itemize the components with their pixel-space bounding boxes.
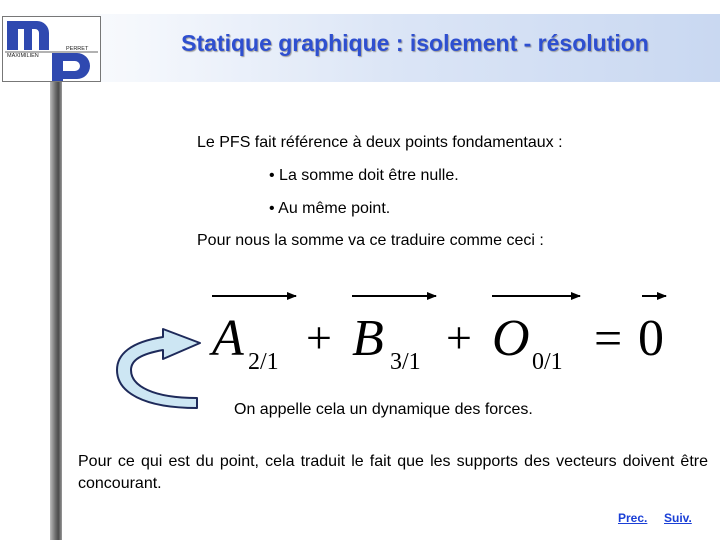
page-title: Statique graphique : isolement - résolution [181, 30, 649, 56]
lead-text: Pour nous la somme va ce traduire comme ceci : [197, 232, 544, 249]
intro-text: Le PFS fait référence à deux points fondamentaux : [197, 134, 563, 151]
term-o-letter: O [492, 310, 530, 367]
term-b-letter: B [352, 310, 384, 367]
bullet-item-2: • Au même point. [269, 200, 391, 217]
next-link[interactable]: Suiv. [664, 511, 692, 525]
plus-sign-1: + [306, 312, 332, 363]
logo [2, 16, 101, 82]
term-b-subscript: 3/1 [390, 349, 421, 375]
logo-name-left: MAXIMILIEN [7, 53, 39, 59]
logo-name-right: PERRET [66, 46, 89, 52]
term-o-subscript: 0/1 [532, 349, 563, 375]
paragraph-text: Pour ce qui est du point, cela traduit le fait que les supports des vecteurs doivent être concourant. [78, 453, 708, 492]
caption-text: On appelle cela un dynamique des forces. [234, 401, 533, 418]
equals-sign: = [594, 310, 623, 366]
curved-arrow-icon [113, 328, 233, 412]
term-a-letter: A [212, 310, 244, 367]
prev-link[interactable]: Prec. [618, 511, 648, 525]
term-a-subscript: 2/1 [248, 349, 279, 375]
vector-equation [200, 283, 680, 378]
plus-sign-2: + [446, 312, 472, 363]
result-zero: 0 [638, 310, 664, 367]
left-decorative-bar [50, 80, 62, 540]
bullet-item-1: • La somme doit être nulle. [269, 167, 459, 184]
